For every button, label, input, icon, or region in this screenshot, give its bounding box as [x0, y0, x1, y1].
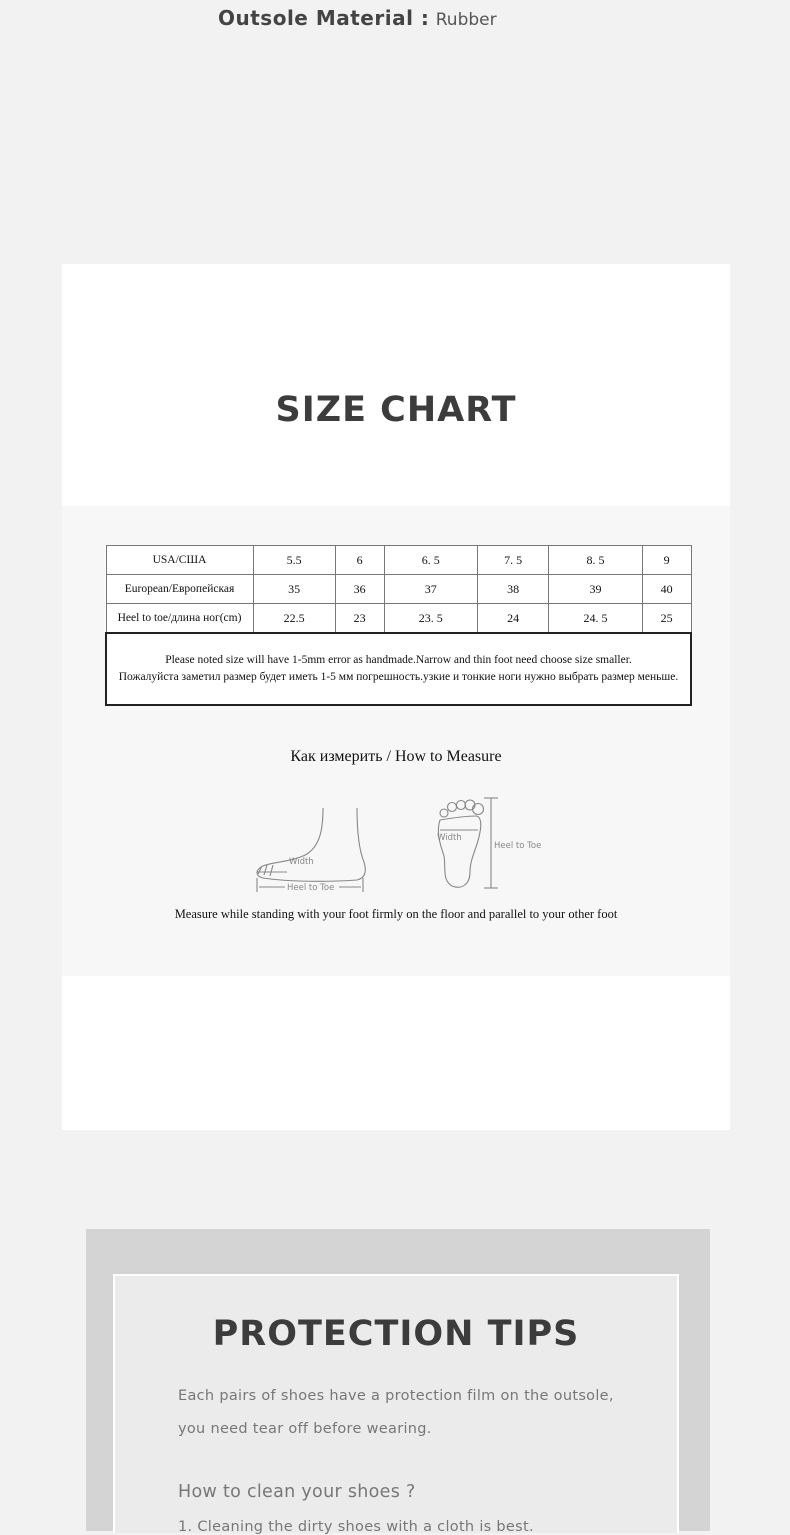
table-cell: 22.5 [253, 604, 335, 634]
sole-width-label: Width [437, 833, 462, 843]
table-cell: 24. 5 [549, 604, 643, 634]
width-label: Width [289, 857, 314, 867]
size-chart-image [62, 506, 730, 976]
protection-tips-title: PROTECTION TIPS [212, 1314, 580, 1354]
foot-sole-diagram [428, 794, 548, 894]
foot-outline [257, 808, 365, 881]
protection-tips-panel [113, 1274, 679, 1533]
protection-tips-section [86, 1229, 710, 1535]
spec-label: Outsole Material : [218, 6, 430, 30]
spec-value: Rubber [435, 10, 497, 30]
table-row [106, 575, 691, 604]
table-cell: 37 [384, 575, 478, 604]
table-cell: 23. 5 [384, 604, 478, 634]
outsole-material-spec [218, 6, 497, 30]
foot-side-diagram [249, 802, 374, 894]
tips-line-1: Each pairs of shoes have a protection film on the outsole, [178, 1388, 614, 1404]
table-cell: 24 [478, 604, 549, 634]
row-header: Heel to toe/длина ног(cm) [106, 604, 253, 634]
size-note-row [106, 633, 691, 705]
table-cell: 39 [549, 575, 643, 604]
clean-step-1: 1. Cleaning the dirty shoes with a cloth is best. [178, 1519, 534, 1535]
size-note-english: Please noted size will have 1-5mm error as handmade.Narrow and thin foot need choose size smaller. [165, 654, 632, 666]
toe-3 [457, 801, 466, 810]
table-row [106, 604, 691, 634]
row-header: European/Европейская [106, 575, 253, 604]
size-chart-title: SIZE CHART [275, 390, 517, 430]
toe-1 [440, 809, 448, 817]
size-table [105, 545, 692, 706]
tips-line-2: you need tear off before wearing. [178, 1421, 432, 1437]
sole-outline [438, 816, 480, 887]
measure-caption: Measure while standing with your foot firmly on the floor and parallel to your other foot [174, 907, 618, 921]
table-cell: 7. 5 [478, 546, 549, 575]
table-cell: 38 [478, 575, 549, 604]
table-cell: 8. 5 [549, 546, 643, 575]
clean-shoes-heading: How to clean your shoes ? [178, 1482, 416, 1502]
heel-to-toe-label: Heel to Toe [287, 883, 335, 893]
table-cell: 5.5 [253, 546, 335, 575]
toe-lines [258, 865, 273, 876]
table-cell: 6 [335, 546, 384, 575]
table-row [106, 546, 691, 575]
sole-heel-to-toe-label: Heel to Toe [494, 841, 542, 851]
table-cell: 6. 5 [384, 546, 478, 575]
table-cell: 35 [253, 575, 335, 604]
row-header: USA/США [106, 546, 253, 575]
table-cell: 9 [642, 546, 691, 575]
how-to-measure-title: Как измерить / How to Measure [290, 748, 502, 765]
toe-5 [473, 804, 484, 815]
table-cell: 36 [335, 575, 384, 604]
table-cell: 23 [335, 604, 384, 634]
toe-2 [448, 803, 457, 812]
table-cell: 25 [642, 604, 691, 634]
table-cell: 40 [642, 575, 691, 604]
size-note-russian: Пожалуйста заметил размер будет иметь 1-5 мм погрешность.узкие и тонкие ноги нужно выбрать размер меньше. [118, 671, 679, 683]
size-chart-card [62, 264, 730, 1130]
size-note [106, 633, 691, 705]
